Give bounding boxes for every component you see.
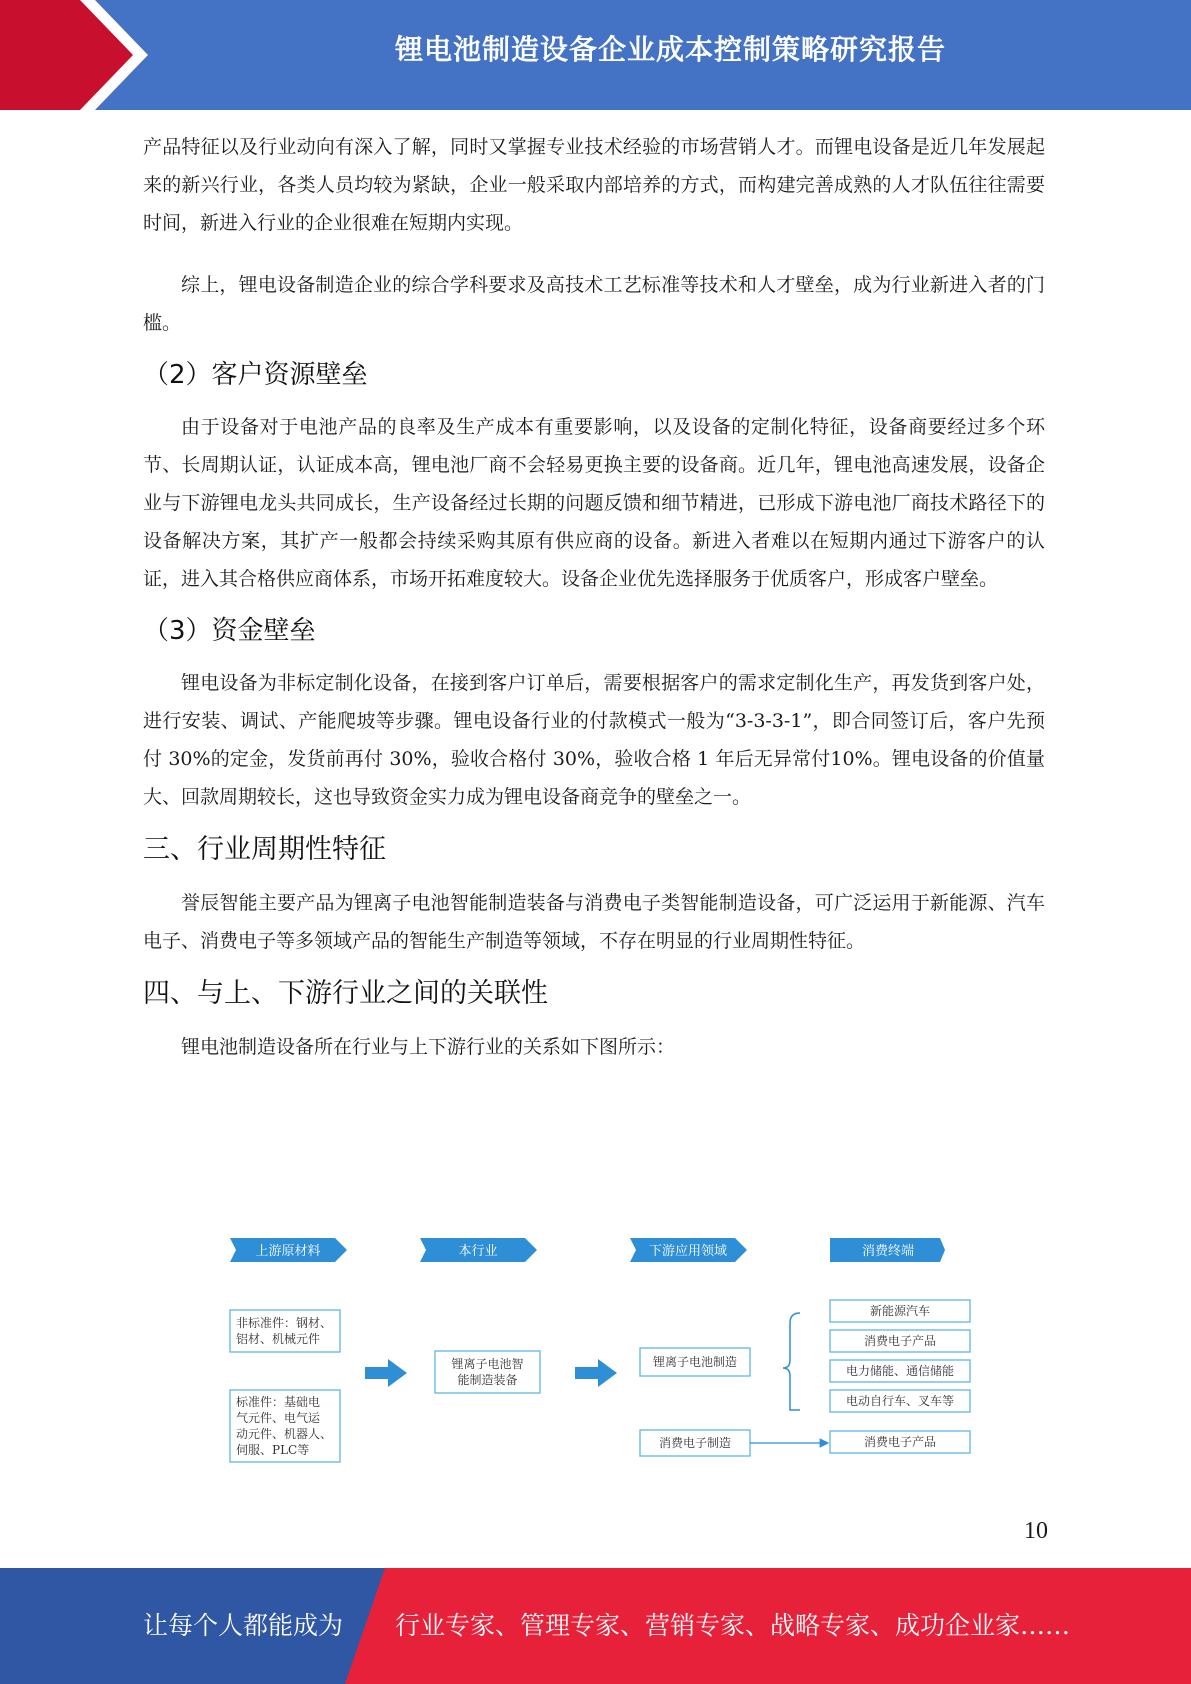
chapter-heading: 三、行业周期性特征 xyxy=(143,834,386,865)
paragraph: 产品特征以及行业动向有深入了解，同时又掌握专业技术经验的市场营销人才。而锂电设备是近几年发展起来的新兴行业，各类人员均较为紧缺，企业一般采取内部培养的方式，而构建完善成熟的人才队伍往往需要时间，新进入行业的企业很难在短期内实现。 xyxy=(143,136,1045,234)
paragraph: 誉辰智能主要产品为锂离子电池智能制造装备与消费电子类智能制造设备，可广泛运用于新能源、汽车电子、消费电子等多领域产品的智能生产制造等领域，不存在明显的行业周期性特征。 xyxy=(143,892,1045,952)
footer-slogan-left: 让每个人都能成为 xyxy=(143,1611,344,1640)
stage-header-label: 下游应用领域 xyxy=(648,1244,728,1259)
report-title: 锂电池制造设备企业成本控制策略研究报告 xyxy=(394,33,946,66)
stage-header-label: 消费终端 xyxy=(861,1244,915,1259)
industry-equipment-label: 锂离子电池智 xyxy=(451,1357,524,1371)
terminal-product-label: 消费电子产品 xyxy=(863,1435,937,1449)
terminal-product-label: 电力储能、通信储能 xyxy=(845,1364,955,1378)
upstream-standard-label: 伺服、PLC等 xyxy=(236,1443,310,1457)
paragraph: 综上，锂电设备制造企业的综合学科要求及高技术工艺标准等技术和人才壁垒，成为行业新进入者的门槛。 xyxy=(143,274,1045,334)
upstream-standard-label: 标准件：基础电 xyxy=(236,1395,321,1409)
diagram-canvas xyxy=(225,1238,975,1468)
stage-header-label: 本行业 xyxy=(458,1244,498,1259)
grouping-brace xyxy=(783,1313,800,1410)
flow-arrow xyxy=(575,1359,617,1387)
page-number: 10 xyxy=(1024,1518,1048,1544)
chapter-heading: 四、与上、下游行业之间的关联性 xyxy=(143,978,548,1009)
flow-arrow xyxy=(365,1359,407,1387)
upstream-nonstandard-label: 铝材、机械元件 xyxy=(236,1332,321,1346)
downstream-electronics-label: 消费电子制造 xyxy=(658,1436,732,1450)
upstream-standard-label: 动元件、机器人、 xyxy=(236,1427,333,1441)
page-header xyxy=(0,0,1191,110)
terminal-product-label: 新能源汽车 xyxy=(869,1304,931,1318)
upstream-standard-label: 气元件、电气运 xyxy=(236,1411,321,1425)
paragraph: 锂电设备为非标定制化设备，在接到客户订单后，需要根据客户的需求定制化生产，再发货到客户处，进行安装、调试、产能爬坡等步骤。锂电设备行业的付款模式一般为“3-3-3-1”，即合同签订后，客户先预付 30%的定金，发货前再付 30%，验收合格付 30%，验收合格 1 年后无异常付10%。锂电设备的价值量大、回款周期较长，这也导致资金实力成为锂电设备商竞争的壁垒之一。 xyxy=(143,672,1045,808)
page-content xyxy=(143,128,1045,1066)
footer-slogan-right: 行业专家、管理专家、营销专家、战略专家、成功企业家…… xyxy=(395,1611,1071,1640)
paragraph: 锂电池制造设备所在行业与上下游行业的关系如下图所示： xyxy=(181,1036,676,1058)
industry-equipment-label: 能制造装备 xyxy=(457,1373,518,1387)
downstream-battery-label: 锂离子电池制造 xyxy=(652,1355,738,1369)
page-footer xyxy=(0,1568,1191,1684)
section-heading: （3）资金壁垒 xyxy=(143,616,316,646)
terminal-product-label: 电动自行车、叉车等 xyxy=(845,1394,955,1408)
paragraph: 由于设备对于电池产品的良率及生产成本有重要影响，以及设备的定制化特征，设备商要经过多个环节、长周期认证，认证成本高，锂电池厂商不会轻易更换主要的设备商。近几年，锂电池高速发展，设备企业与下游锂电龙头共同成长，生产设备经过长期的问题反馈和细节精进，已形成下游电池厂商技术路径下的设备解决方案，其扩产一般都会持续采购其原有供应商的设备。新进入者难以在短期内通过下游客户的认证，进入其合格供应商体系，市场开拓难度较大。设备企业优先选择服务于优质客户，形成客户壁垒。 xyxy=(143,416,1045,590)
section-heading: （2）客户资源壁垒 xyxy=(143,360,368,390)
industry-chain-diagram xyxy=(225,1238,975,1468)
upstream-nonstandard-label: 非标准件：钢材、 xyxy=(236,1316,333,1330)
stage-header-label: 上游原材料 xyxy=(255,1244,321,1259)
terminal-product-label: 消费电子产品 xyxy=(863,1334,937,1348)
